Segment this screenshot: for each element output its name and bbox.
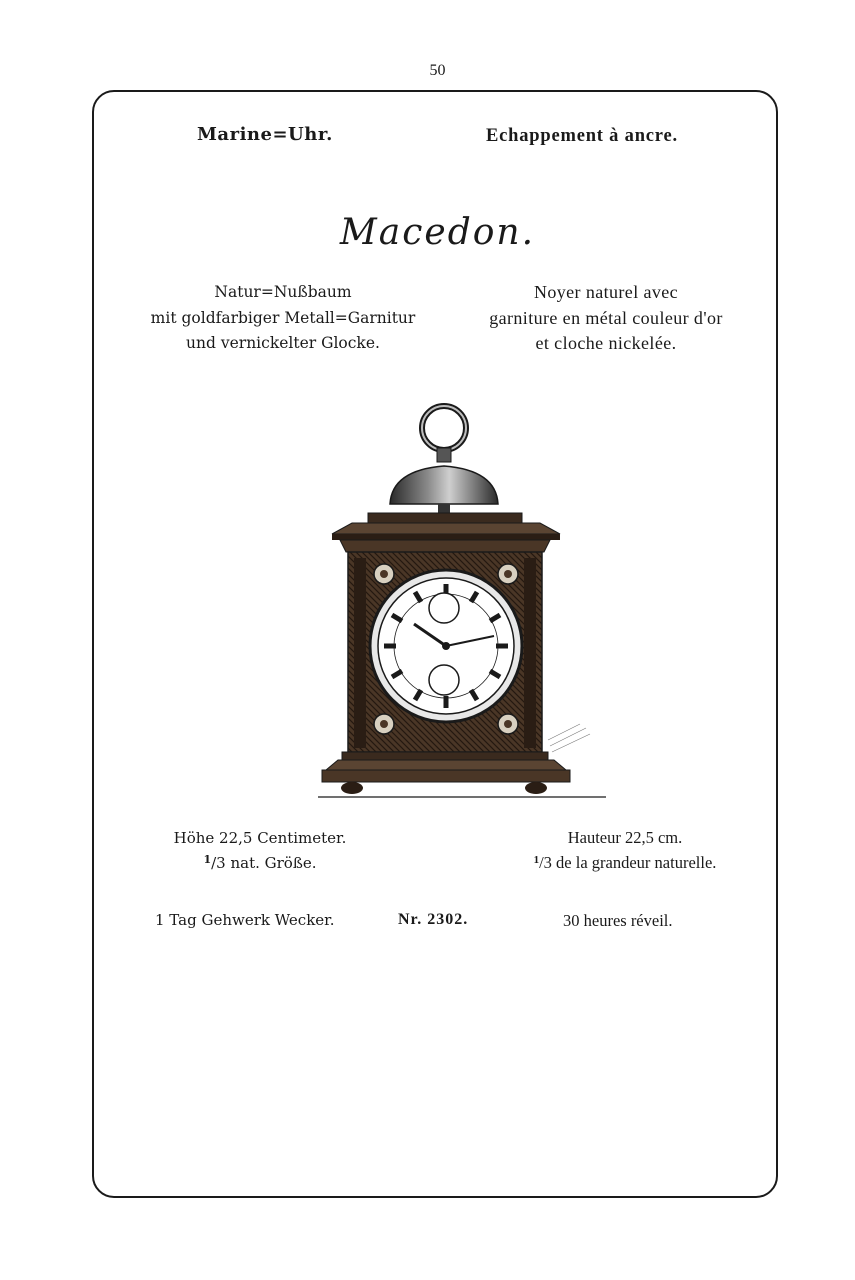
clock-illustration: [318, 400, 608, 805]
scale-german-numerator: 1: [203, 853, 212, 866]
header-german-title: Marine=Uhr.: [197, 124, 333, 145]
height-german: Höhe 22,5 Centimeter.: [173, 829, 347, 847]
article-number: Nr. 2302.: [398, 911, 469, 928]
clock-dial: [370, 570, 522, 722]
carry-ring: [422, 406, 466, 462]
dimensions-french: [490, 827, 760, 874]
description-french: [446, 280, 766, 357]
height-french: Hauteur 22,5 cm.: [567, 828, 683, 847]
page-number: 50: [429, 62, 446, 79]
header-french-title: Echappement à ancre.: [486, 126, 678, 146]
movement-german: 1 Tag Gehwerk Wecker.: [155, 911, 335, 929]
movement-french: 30 heures réveil.: [563, 911, 673, 930]
description-french-line: Noyer naturel avec: [533, 282, 679, 302]
bell: [390, 466, 498, 514]
scale-german: [140, 849, 380, 874]
description-german-line: mit goldfarbiger Metall=Garnitur: [150, 308, 416, 327]
clock-top: [332, 513, 560, 552]
dimensions-german: [140, 827, 380, 874]
clock-base: [318, 752, 606, 797]
description-french-line: et cloche nickelée.: [535, 333, 677, 353]
description-french-line: garniture en métal couleur d'or: [489, 307, 723, 328]
scale-french: [490, 849, 760, 874]
description-german-line: und vernickelter Glocke.: [186, 334, 380, 352]
scale-french-numerator: 1: [533, 854, 540, 866]
shadow-hatching: [548, 724, 590, 752]
model-name: Macedon.: [339, 212, 536, 253]
description-german-line: Natur=Nußbaum: [214, 283, 352, 301]
description-german: [118, 280, 448, 357]
scale-french-text: /3 de la grandeur naturelle.: [539, 853, 717, 872]
scale-german-text: /3 nat. Größe.: [211, 854, 317, 872]
